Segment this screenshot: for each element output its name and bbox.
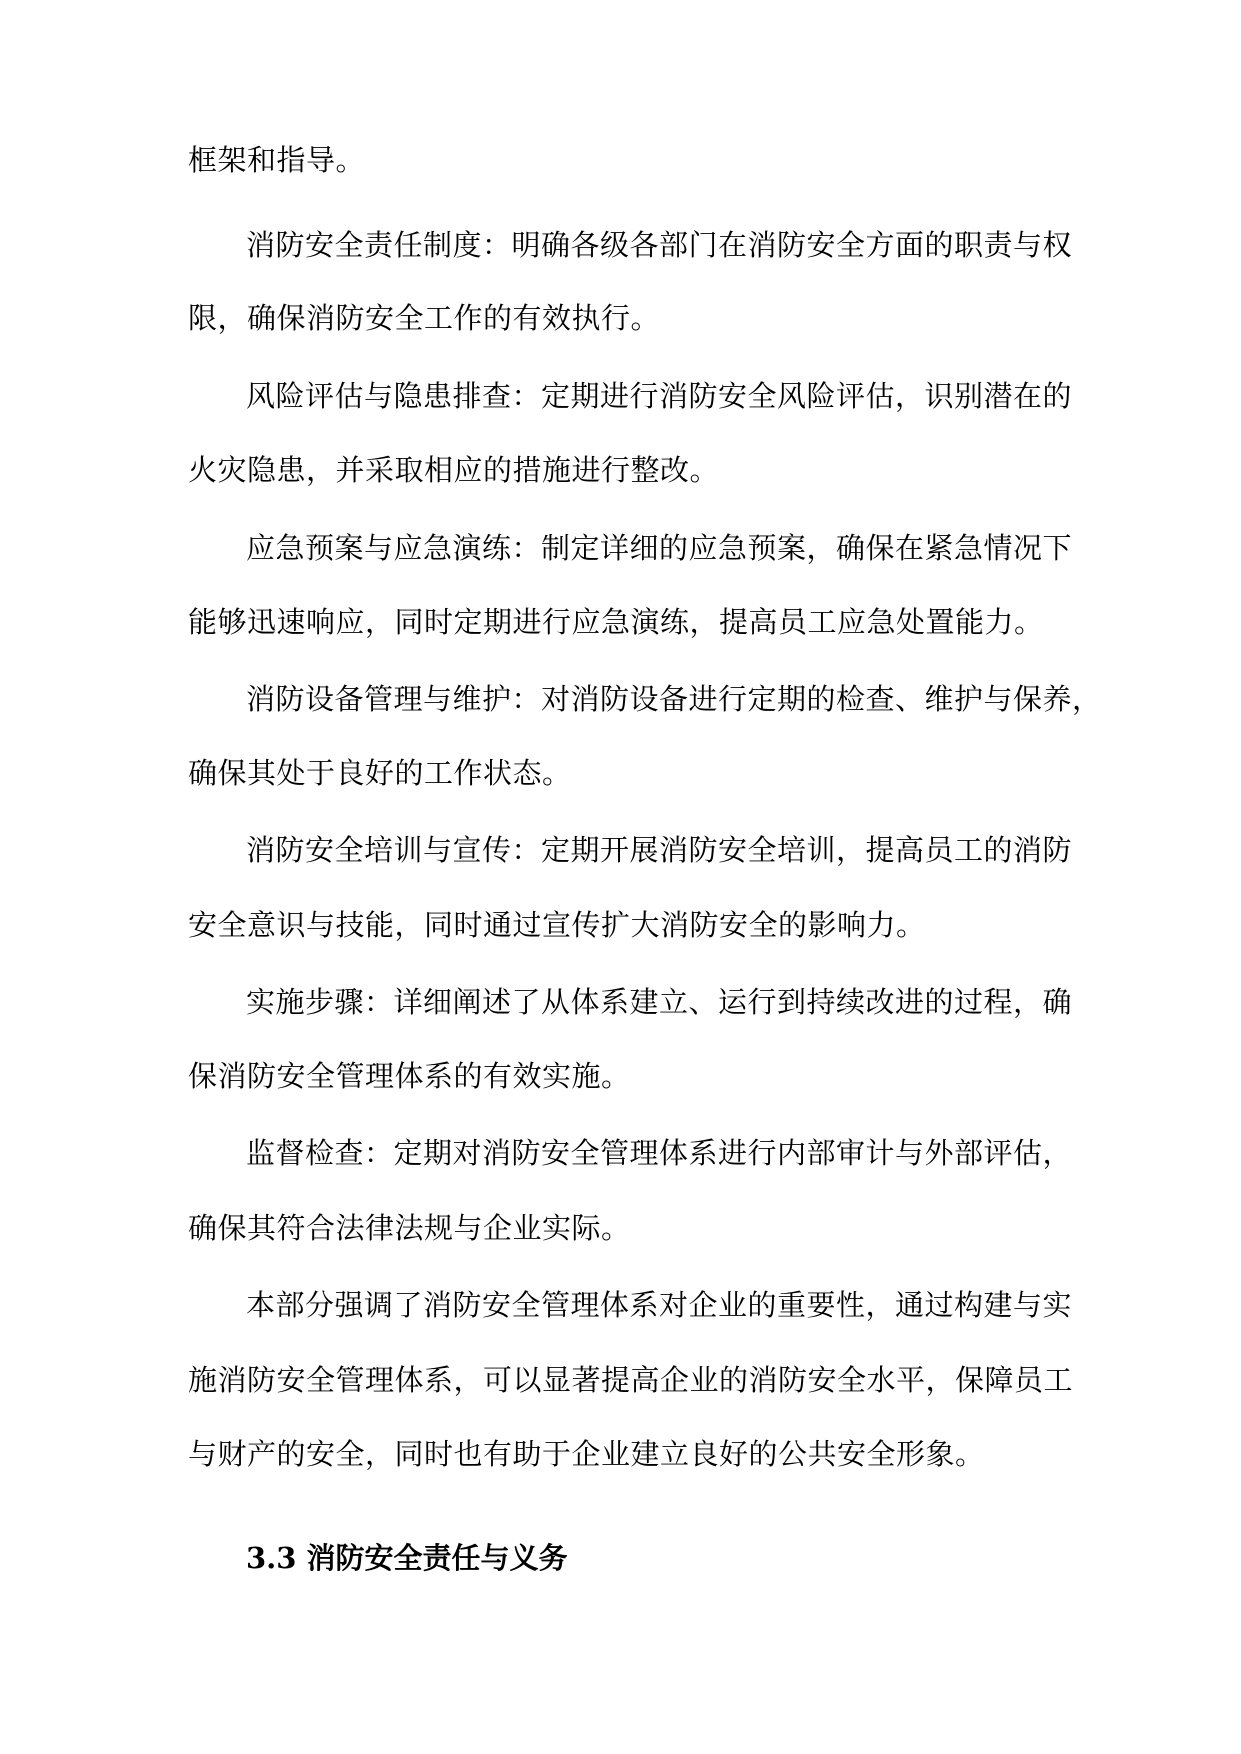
paragraph-line: 与财产的安全，同时也有助于企业建立良好的公共安全形象。 <box>188 1437 985 1471</box>
paragraph-line: 安全意识与技能，同时通过宣传扩大消防安全的影响力。 <box>188 908 926 942</box>
paragraph-line: 监督检查：定期对消防安全管理体系进行内部审计与外部评估， <box>246 1136 1073 1170</box>
paragraph-line: 限，确保消防安全工作的有效执行。 <box>188 301 661 335</box>
paragraph-line: 应急预案与应急演练：制定详细的应急预案，确保在紧急情况下 <box>246 531 1073 565</box>
section-heading: 3.3 消防安全责任与义务 <box>246 1541 568 1575</box>
paragraph-line: 能够迅速响应，同时定期进行应急演练，提高员工应急处置能力。 <box>188 605 1044 639</box>
paragraph-line: 保消防安全管理体系的有效实施。 <box>188 1059 631 1093</box>
paragraph-line: 风险评估与隐患排查：定期进行消防安全风险评估，识别潜在的 <box>246 379 1073 413</box>
paragraph-line: 火灾隐患，并采取相应的措施进行整改。 <box>188 453 720 487</box>
paragraph-line: 实施步骤：详细阐述了从体系建立、运行到持续改进的过程，确 <box>246 985 1073 1019</box>
paragraph-line: 施消防安全管理体系，可以显著提高企业的消防安全水平，保障员工 <box>188 1363 1074 1397</box>
paragraph-line: 本部分强调了消防安全管理体系对企业的重要性，通过构建与实 <box>246 1288 1073 1322</box>
paragraph-line: 框架和指导。 <box>188 143 366 177</box>
paragraph-line: 消防安全培训与宣传：定期开展消防安全培训，提高员工的消防 <box>246 833 1073 867</box>
paragraph-line: 消防安全责任制度：明确各级各部门在消防安全方面的职责与权 <box>246 228 1073 262</box>
paragraph-line: 确保其处于良好的工作状态。 <box>188 756 572 790</box>
paragraph-line: 消防设备管理与维护：对消防设备进行定期的检查、维护与保养， <box>246 682 1102 716</box>
paragraph-line: 确保其符合法律法规与企业实际。 <box>188 1211 631 1245</box>
